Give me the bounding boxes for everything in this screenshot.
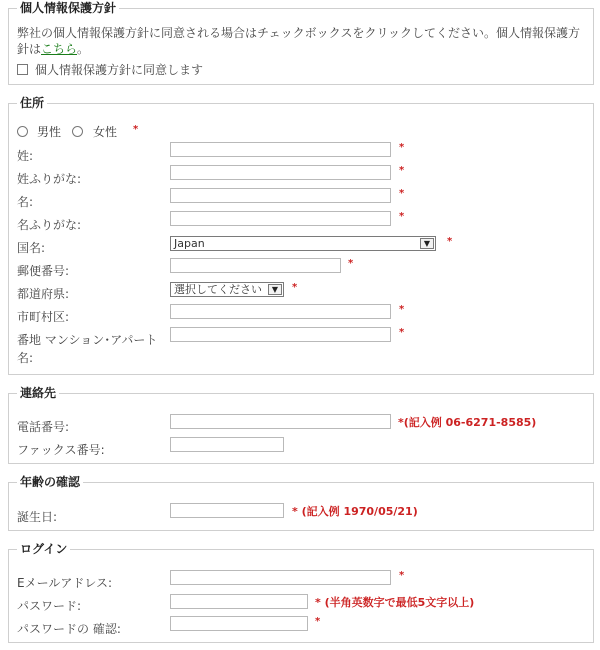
phone-note: *(記入例 06-6271-8585) xyxy=(398,416,537,429)
first-name-kana-input[interactable] xyxy=(170,211,391,226)
country-required-mark: * xyxy=(447,236,453,247)
first-name-kana-required-mark: * xyxy=(399,211,405,222)
privacy-section xyxy=(8,1,594,85)
password-input[interactable] xyxy=(170,594,308,609)
gender-required-mark: * xyxy=(133,124,139,135)
password-label: パスワード: xyxy=(17,599,82,613)
privacy-link[interactable]: こちら xyxy=(41,42,78,56)
password-confirm-required-mark: * xyxy=(315,616,321,627)
gender-female-label: 女性 xyxy=(93,125,118,139)
phone-label: 電話番号: xyxy=(17,420,70,434)
email-input[interactable] xyxy=(170,570,391,585)
country-selected-value: Japan xyxy=(174,237,205,250)
last-name-kana-input[interactable] xyxy=(170,165,391,180)
age-section xyxy=(8,475,594,531)
street-required-mark: * xyxy=(399,327,405,338)
email-required-mark: * xyxy=(399,570,405,581)
email-label: Eメールアドレス: xyxy=(17,576,113,590)
prefecture-label: 都道府県: xyxy=(17,287,70,301)
phone-input[interactable] xyxy=(170,414,391,429)
postal-code-required-mark: * xyxy=(348,258,354,269)
last-name-required-mark: * xyxy=(399,142,405,153)
contact-legend: 連絡先 xyxy=(17,385,59,401)
privacy-text xyxy=(17,25,587,57)
last-name-kana-required-mark: * xyxy=(399,165,405,176)
prefecture-select[interactable] xyxy=(170,282,284,297)
privacy-legend: 個人情報保護方針 xyxy=(17,0,119,16)
last-name-input[interactable] xyxy=(170,142,391,157)
first-name-required-mark: * xyxy=(399,188,405,199)
password-confirm-input[interactable] xyxy=(170,616,308,631)
postal-code-label: 郵便番号: xyxy=(17,264,70,278)
fax-input[interactable] xyxy=(170,437,284,452)
contact-section xyxy=(8,386,594,464)
first-name-input[interactable] xyxy=(170,188,391,203)
street-input[interactable] xyxy=(170,327,391,342)
country-label: 国名: xyxy=(17,241,46,255)
fax-label: ファックス番号: xyxy=(17,443,105,457)
country-select[interactable] xyxy=(170,236,436,251)
password-confirm-label: パスワードの 確認: xyxy=(17,622,121,636)
privacy-text-end: 。 xyxy=(77,42,90,56)
street-label-line2: 名: xyxy=(17,351,34,365)
address-legend: 住所 xyxy=(17,95,47,111)
city-input[interactable] xyxy=(170,304,391,319)
street-label: 番地 マンション･アパート xyxy=(17,333,158,347)
chevron-down-icon: ▼ xyxy=(268,284,282,295)
city-label: 市町村区: xyxy=(17,310,70,324)
first-name-label: 名: xyxy=(17,195,34,209)
address-section xyxy=(8,96,594,375)
gender-female-radio[interactable] xyxy=(72,126,83,137)
chevron-down-icon: ▼ xyxy=(420,238,434,249)
birthday-input[interactable] xyxy=(170,503,284,518)
postal-code-input[interactable] xyxy=(170,258,341,273)
age-legend: 年齢の確認 xyxy=(17,474,83,490)
gender-male-radio[interactable] xyxy=(17,126,28,137)
privacy-description: 弊社の個人情報保護方針に同意される場合はチェックボックスをクリックしてください。個人情報保護方針は xyxy=(17,26,581,56)
last-name-label: 姓: xyxy=(17,149,34,163)
password-note: * (半角英数字で最低5文字以上) xyxy=(315,596,475,609)
birthday-label: 誕生日: xyxy=(17,510,58,524)
login-legend: ログイン xyxy=(17,541,70,557)
last-name-kana-label: 姓ふりがな: xyxy=(17,172,82,186)
login-section xyxy=(8,542,594,643)
gender-male-label: 男性 xyxy=(37,125,62,139)
privacy-agree-checkbox[interactable] xyxy=(17,64,28,75)
birthday-note: * (記入例 1970/05/21) xyxy=(292,505,418,518)
first-name-kana-label: 名ふりがな: xyxy=(17,218,82,232)
city-required-mark: * xyxy=(399,304,405,315)
privacy-agree-label: 個人情報保護方針に同意します xyxy=(35,63,204,77)
prefecture-required-mark: * xyxy=(292,282,298,293)
prefecture-selected-value: 選択してください xyxy=(174,283,262,296)
